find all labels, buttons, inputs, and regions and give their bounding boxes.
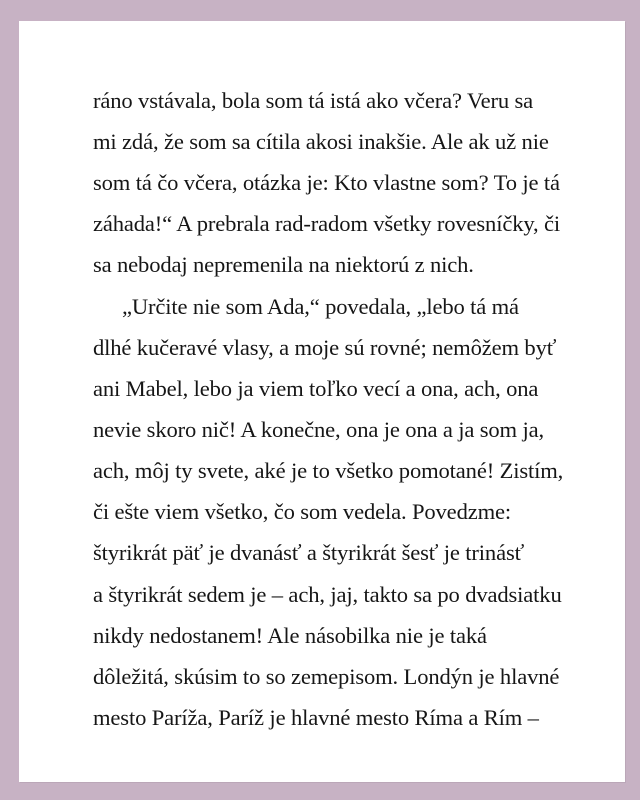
text-line-10: ach, môj ty svete, aké je to všetko pomotané! Zistím, xyxy=(93,458,564,483)
text-line-4: záhada!“ A prebrala rad-radom všetky rovesníčky, či xyxy=(93,211,561,236)
text-line-14: nikdy nedostanem! Ale násobilka nie je taká xyxy=(93,623,487,648)
text-line-5: sa nebodaj nepremenila na niektorú z nich. xyxy=(93,252,474,277)
text-line-16: mesto Paríža, Paríž je hlavné mesto Ríma a Rím – xyxy=(93,705,539,730)
text-line-15: dôležitá, skúsim to so zemepisom. Londýn je hlavné xyxy=(93,664,560,689)
text-line-8: ani Mabel, lebo ja viem toľko vecí a ona, ach, ona xyxy=(93,376,539,401)
text-line-12: štyrikrát päť je dvanásť a štyrikrát šesť je trinásť xyxy=(93,540,525,565)
text-line-11: či ešte viem všetko, čo som vedela. Povedzme: xyxy=(93,499,512,524)
text-line-13: a štyrikrát sedem je – ach, jaj, takto sa po dvadsiatku xyxy=(93,582,562,607)
text-line-7: dlhé kučeravé vlasy, a moje sú rovné; nemôžem byť xyxy=(93,335,557,360)
text-line-1: ráno vstávala, bola som tá istá ako včera? Veru sa xyxy=(93,88,534,113)
text-line-6: „Určite nie som Ada,“ povedala, „lebo tá má xyxy=(122,294,519,319)
text-line-3: som tá čo včera, otázka je: Kto vlastne som? To je tá xyxy=(93,170,560,195)
text-line-9: nevie skoro nič! A konečne, ona je ona a ja som ja, xyxy=(93,417,544,442)
text-line-2: mi zdá, že som sa cítila akosi inakšie. Ale ak už nie xyxy=(93,129,549,154)
book-page xyxy=(19,21,625,782)
